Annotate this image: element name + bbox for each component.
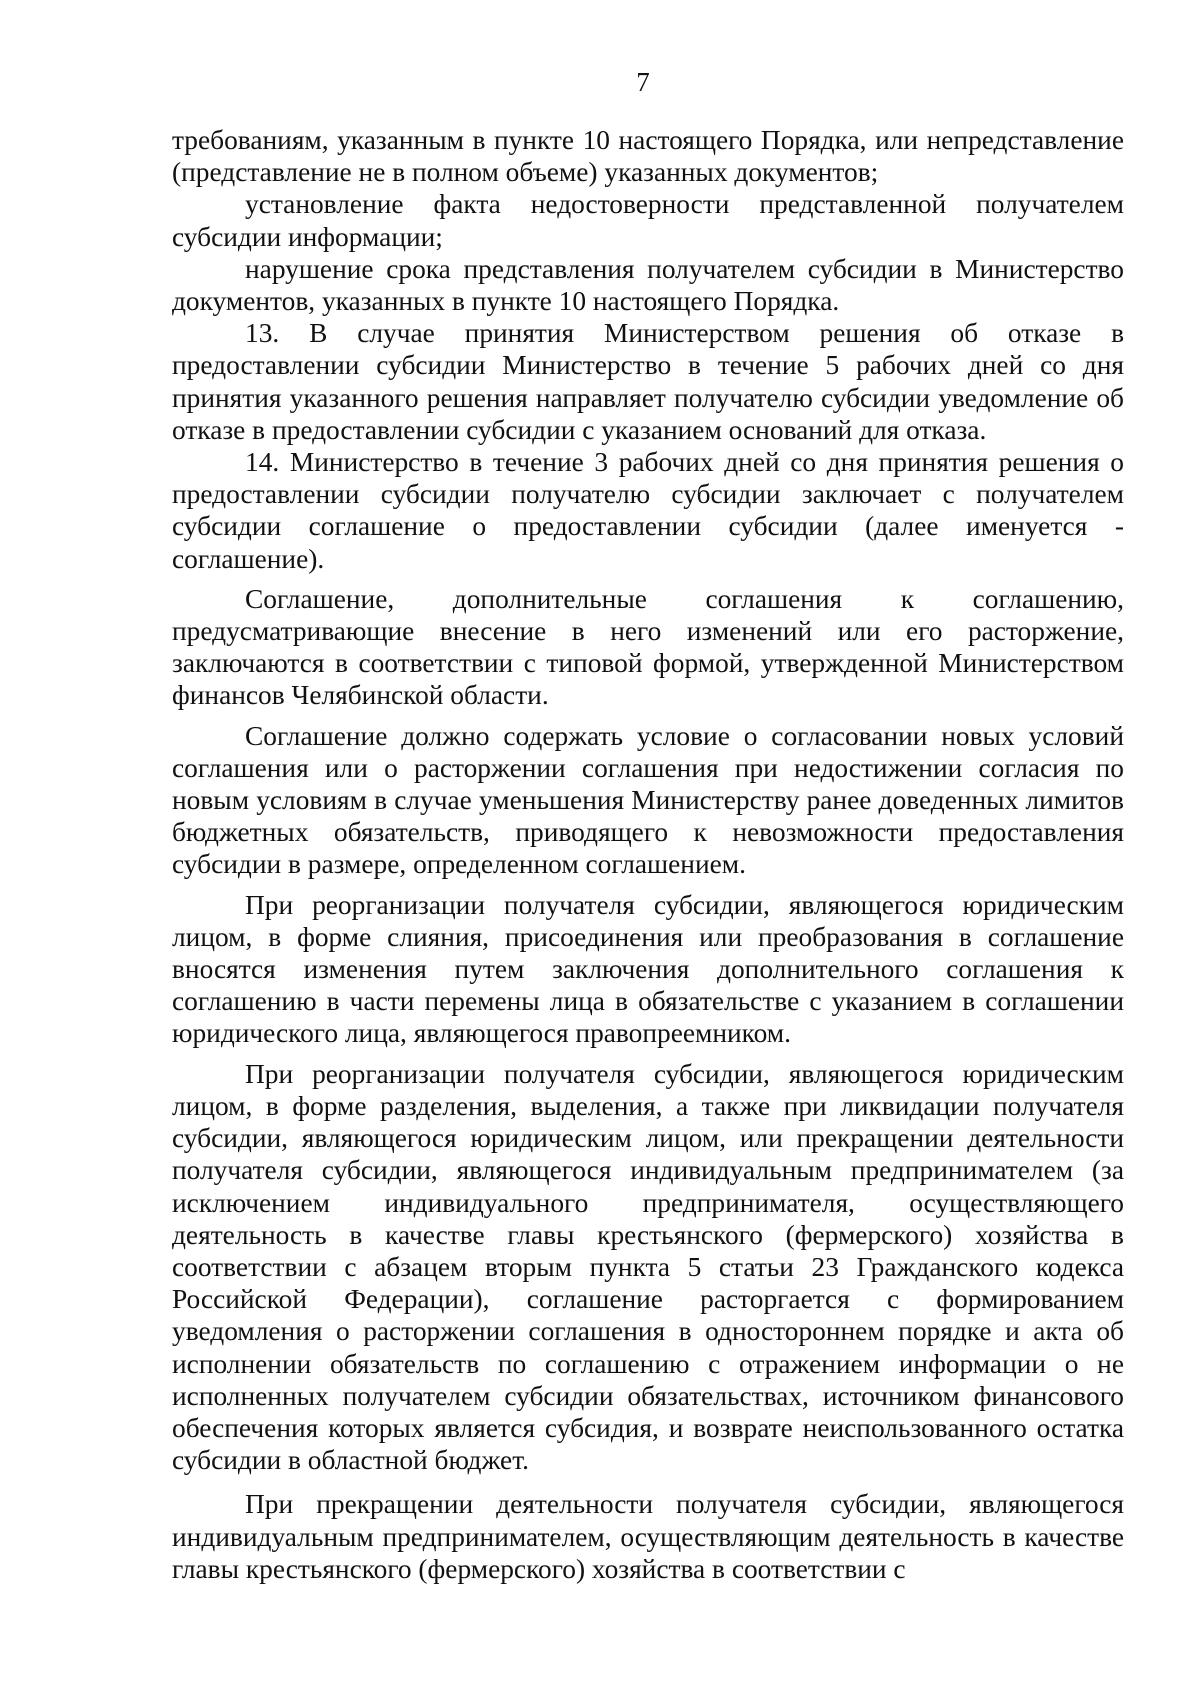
document-body <box>172 124 1124 1585</box>
page-number: 7 <box>636 67 650 97</box>
paragraph-reorganization-merger: При реорганизации получателя субсидии, являющегося юридическим лицом, в форме слияния, присоединения или преобразования в соглашение вносятся изменения путем заключения дополнительного соглашения к соглашению в части перемены лица в обязательстве с указанием в соглашении юридического лица, являющегося правопреемником. <box>172 889 1124 1049</box>
paragraph-continuation: требованиям, указанным в пункте 10 настоящего Порядка, или непредставление (представление не в полном объеме) указанных документов; <box>172 125 1124 188</box>
paragraph-agreement-conditions: Соглашение должно содержать условие о согласовании новых условий соглашения или о расторжении соглашения при недостижении согласия по новым условиям в случае уменьшения Министерству ранее доведенных лимитов бюджетных обязательств, приводящего к невозможности предоставления субсидии в размере, определенном соглашением. <box>172 720 1124 880</box>
paragraph-reorganization-division: При реорганизации получателя субсидии, являющегося юридическим лицом, в форме разделения, выделения, а также при ликвидации получателя субсидии, являющегося юридическим лицом, или прекращении деятельности получателя субсидии, являющегося индивидуальным предпринимателем (за исключением индивидуального предпринимателя, осуществляющего деятельность в качестве главы крестьянского (фермерского) хозяйства в соответствии с абзацем вторым пункта 5 статьи 23 Гражданского кодекса Российской Федерации), соглашение расторгается с формированием уведомления о расторжении соглашения в одностороннем порядке и акта об исполнении обязательств по соглашению с отражением информации о не исполненных получателем субсидии обязательствах, источником финансового обеспечения которых является субсидия, и возврате неиспользованного остатка субсидии в областной бюджет. <box>172 1058 1124 1476</box>
paragraph-item-13: 13. В случае принятия Министерством решения об отказе в предоставлении субсидии Министерство в течение 5 рабочих дней со дня принятия указанного решения направляет получателю субсидии уведомление об отказе в предоставлении субсидии с указанием оснований для отказа. <box>172 318 1124 445</box>
paragraph-item-14: 14. Министерство в течение 3 рабочих дней со дня принятия решения о предоставлении субсидии получателю субсидии заключает с получателем субсидии соглашение о предоставлении субсидии (далее именуется - соглашение). <box>172 447 1124 574</box>
paragraph-agreement-form: Соглашение, дополнительные соглашения к соглашению, предусматривающие внесение в него изменений или его расторжение, заключаются в соответствии с типовой формой, утвержденной Министерством финансов Челябинской области. <box>172 583 1124 711</box>
paragraph-deadline-violation: нарушение срока представления получателем субсидии в Министерство документов, указанных в пункте 10 настоящего Порядка. <box>172 253 1124 317</box>
paragraph-fact-unreliability: установление факта недостоверности представленной получателем субсидии информации; <box>172 189 1124 252</box>
paragraph-farm-termination: При прекращении деятельности получателя субсидии, являющегося индивидуальным предпринимателем, осуществляющим деятельность в качестве главы крестьянского (фермерского) хозяйства в соответствии с <box>172 1489 1124 1584</box>
